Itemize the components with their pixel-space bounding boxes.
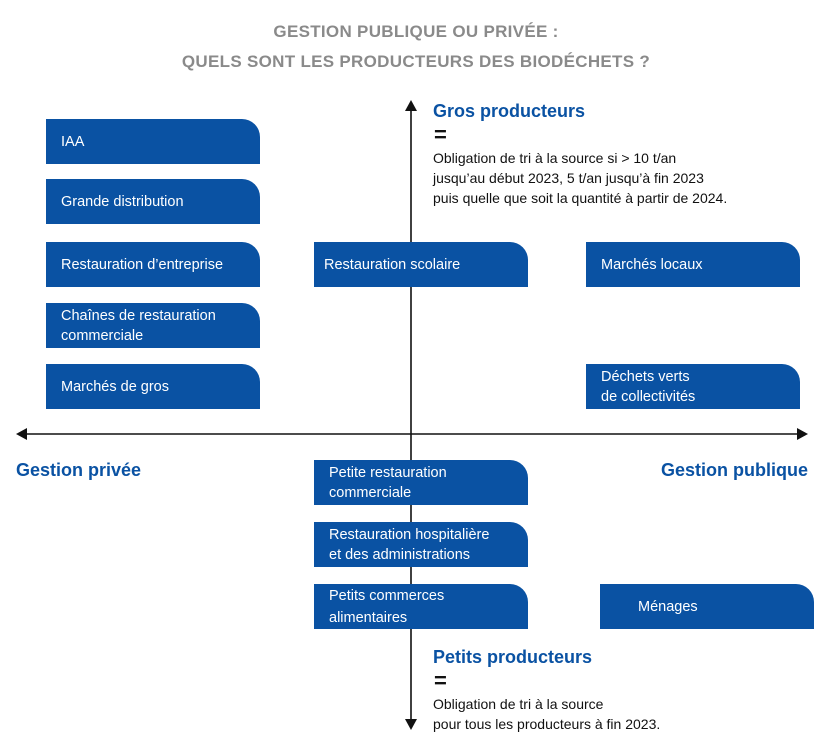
horizontal-axis-arrow-right — [797, 428, 808, 440]
gros-producteurs-equals: = — [434, 122, 447, 147]
box-iaa — [46, 119, 260, 164]
box-menages — [600, 584, 814, 629]
gros-producteurs-heading: Gros producteurs — [433, 101, 586, 121]
box-label: et des administrations — [329, 546, 471, 563]
box-label: Restauration hospitalière — [329, 526, 490, 543]
box-label: Déchets verts — [601, 368, 690, 385]
box-label: Chaînes de restauration — [61, 307, 216, 324]
gestion-publique-label: Gestion publique — [661, 460, 808, 480]
petits-producteurs-note — [433, 694, 660, 734]
box-label: commerciale — [61, 327, 144, 344]
box-label: alimentaires — [329, 609, 408, 626]
box-label: commerciale — [329, 484, 412, 501]
vertical-axis-arrow-down — [405, 719, 417, 730]
note-line: Obligation de tri à la source — [433, 696, 604, 712]
note-line: pour tous les producteurs à fin 2023. — [433, 716, 661, 732]
horizontal-axis-arrow-left — [16, 428, 27, 440]
box-restauration-entreprise — [46, 242, 260, 287]
gestion-privee-label: Gestion privée — [16, 460, 142, 480]
box-chaines-restauration — [46, 303, 260, 348]
box-label: Marchés locaux — [601, 256, 703, 273]
petits-producteurs-equals: = — [434, 668, 447, 693]
box-grande-distribution — [46, 179, 260, 224]
box-petite-restauration — [314, 460, 528, 505]
gros-producteurs-note — [433, 148, 727, 208]
note-line: Obligation de tri à la source si > 10 t/an — [433, 150, 677, 166]
box-dechets-verts — [586, 364, 800, 409]
diagram-title-line-1: GESTION PUBLIQUE OU PRIVÉE : — [273, 22, 559, 41]
note-line: jusqu’au début 2023, 5 t/an jusqu’à fin 2023 — [433, 170, 704, 186]
box-label: IAA — [61, 133, 85, 150]
box-marches-locaux — [586, 242, 800, 287]
box-label: Petite restauration — [329, 464, 447, 481]
box-label: Marchés de gros — [61, 378, 169, 395]
box-petits-commerces — [314, 584, 528, 629]
box-restauration-scolaire — [314, 242, 528, 287]
box-restauration-hospitaliere — [314, 522, 528, 567]
box-marches-gros — [46, 364, 260, 409]
diagram-title-line-2: QUELS SONT LES PRODUCTEURS DES BIODÉCHETS ? — [181, 52, 651, 71]
box-label: de collectivités — [601, 388, 696, 405]
box-label: Petits commerces — [329, 587, 445, 604]
note-line: puis quelle que soit la quantité à partir de 2024. — [433, 190, 728, 206]
petits-producteurs-heading: Petits producteurs — [433, 647, 593, 667]
box-label: Grande distribution — [61, 193, 184, 210]
vertical-axis-arrow-up — [405, 100, 417, 111]
box-label: Restauration scolaire — [324, 256, 461, 273]
box-label: Restauration d’entreprise — [61, 256, 224, 273]
box-label: Ménages — [638, 598, 698, 615]
